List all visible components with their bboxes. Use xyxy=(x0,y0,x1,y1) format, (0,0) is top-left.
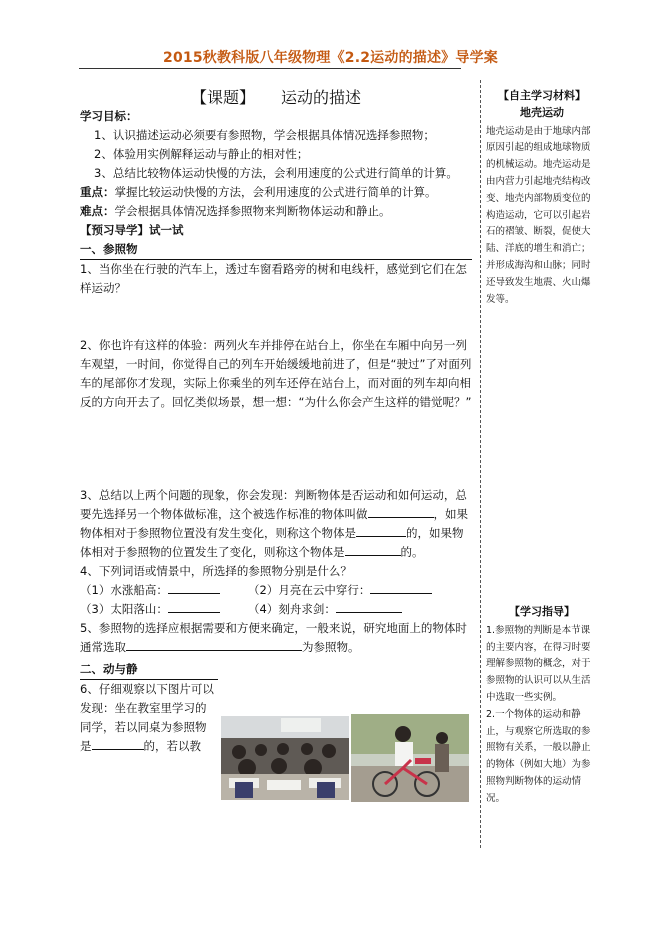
guide-heading: 【学习指导】 xyxy=(509,605,575,618)
answer-blank[interactable] xyxy=(336,601,402,613)
cyclist-photo xyxy=(351,714,469,802)
sidebar-guide xyxy=(486,604,598,808)
material-subheading: 地壳运动 xyxy=(520,105,564,119)
objective-item: 1、认识描述运动必须要有参照物，学会根据具体情况选择参照物； xyxy=(94,128,435,142)
q3-text-a: 3、总结以上两个问题的现象，你会发现：判断物体是否运动和如何运动，总要先选择另一个物体做标准，这个被选作标准的物体叫做 xyxy=(80,488,467,521)
objectives-heading: 学习目标： xyxy=(80,109,138,123)
q3-text-c: 的，如果物体相对于参照物的位置发生了变化，则称这个物体是 xyxy=(80,526,464,559)
main-column xyxy=(80,88,472,756)
question-4: 4、下列词语或情景中，所选择的参照物分别是什么？ xyxy=(80,564,352,578)
q3-text-b: ，如果物体相对于参照物位置没有发生变化，则称这个物体是 xyxy=(80,507,468,540)
answer-blank[interactable] xyxy=(168,601,220,613)
answer-blank[interactable] xyxy=(368,506,434,518)
difficulty xyxy=(80,202,472,221)
answer-blank[interactable] xyxy=(345,544,401,556)
answer-blank[interactable] xyxy=(168,582,220,594)
classroom-photo-image xyxy=(221,716,349,800)
answer-blank[interactable] xyxy=(92,738,144,750)
key-point-label: 重点： xyxy=(80,185,115,199)
section-heading-motion: 二、动与静 xyxy=(80,660,218,680)
q3-text-d: 的。 xyxy=(400,545,424,559)
answer-blank[interactable] xyxy=(370,582,432,594)
key-point-text: 掌握比较运动快慢的方法，会利用速度的公式进行简单的计算。 xyxy=(114,185,437,199)
q6-line: 发现：坐在教室里学习的 xyxy=(80,701,207,715)
cyclist-photo-image xyxy=(351,714,469,802)
material-text: 地壳运动是由于地球内部原因引起的组成地球物质的机械运动。地壳运动是由内营力引起地壳结构改变、地壳内部物质变位的构造运动，它可以引起岩石的褶皱、断裂，促使大陆、洋底的增生和消亡；并形成海沟和山脉；同时还导致发生地震、火山爆发等。 xyxy=(486,125,591,305)
objective-item: 3、总结比较物体运动快慢的方法，会利用速度的公式进行简单的计算。 xyxy=(94,166,458,180)
guide-text-1: 1.参照物的判断是本节课的主要内容，在得习时要理解参照物的概念，对于参照物的认识可以从生活中选取一些实例。 xyxy=(486,624,591,703)
guide-text-2: 2.一个物体的运动和静止，与观察它所选取的参照物有关系，一般以静止的物体（例如大地）为参照物判断物体的运动情况。 xyxy=(486,708,591,804)
column-divider xyxy=(480,80,481,848)
difficulty-label: 难点： xyxy=(80,204,115,218)
q5-text-a: 5、参照物的选择应根据需要和方便来确定，一般来说，研究地面上的物体时通常选取 xyxy=(80,621,467,654)
classroom-photo xyxy=(221,716,349,800)
page-header-title: 2015秋教科版八年级物理《2.2运动的描述》导学案 xyxy=(163,50,498,66)
q5-text-b: 为参照物。 xyxy=(302,640,360,654)
objective-item: 2、体验用实例解释运动与静止的相对性； xyxy=(94,147,309,161)
q4-row xyxy=(80,600,472,619)
topic-title: 运动的描述 xyxy=(281,88,362,107)
question-5 xyxy=(80,619,472,657)
question-2: 2、你也许有这样的体验：两列火车并排停在站台上，你坐在车厢中向另一列车观望，一时间，你觉得自己的列车开始缓缓地前进了，但是“驶过”了对面列车的尾部你才发现，实际上你乘坐的列车还停在站台上，而对面的列车却向相反的方向开去了。回忆类似场景，想一想：“为什么你会产生这样的错觉呢？” xyxy=(80,338,472,409)
sidebar-material xyxy=(486,88,598,308)
q4-item: （4）刻舟求剑： xyxy=(248,602,336,616)
q4-item: （1）水涨船高： xyxy=(80,583,168,597)
question-1: 1、当你坐在行驶的汽车上，透过车窗看路旁的树和电线杆，感觉到它们在怎样运动？ xyxy=(80,262,467,295)
difficulty-text: 学会根据具体情况选择参照物来判断物体运动和静止。 xyxy=(114,204,391,218)
header-divider xyxy=(79,68,461,69)
answer-space xyxy=(80,298,472,336)
question-6 xyxy=(80,680,220,756)
key-point xyxy=(80,183,472,202)
material-heading: 【自主学习材料】 xyxy=(498,89,586,102)
lesson-topic xyxy=(80,88,472,107)
q6-line: 6、仔细观察以下图片可以 xyxy=(80,682,214,696)
answer-blank[interactable] xyxy=(356,525,406,537)
preview-heading: 【预习导学】试一试 xyxy=(80,223,184,237)
q4-item: （3）太阳落山： xyxy=(80,602,168,616)
question-3 xyxy=(80,486,472,562)
answer-space xyxy=(80,412,472,486)
q4-row xyxy=(80,581,472,600)
topic-label: 【课题】 xyxy=(190,88,255,107)
section-heading-reference: 一、参照物 xyxy=(80,240,472,260)
answer-blank[interactable] xyxy=(126,639,302,651)
q6-line: 同学，若以同桌为参照物 xyxy=(80,720,207,734)
q6-line: 是 的，若以教 xyxy=(80,739,201,753)
q4-item: （2）月亮在云中穿行： xyxy=(248,583,371,597)
